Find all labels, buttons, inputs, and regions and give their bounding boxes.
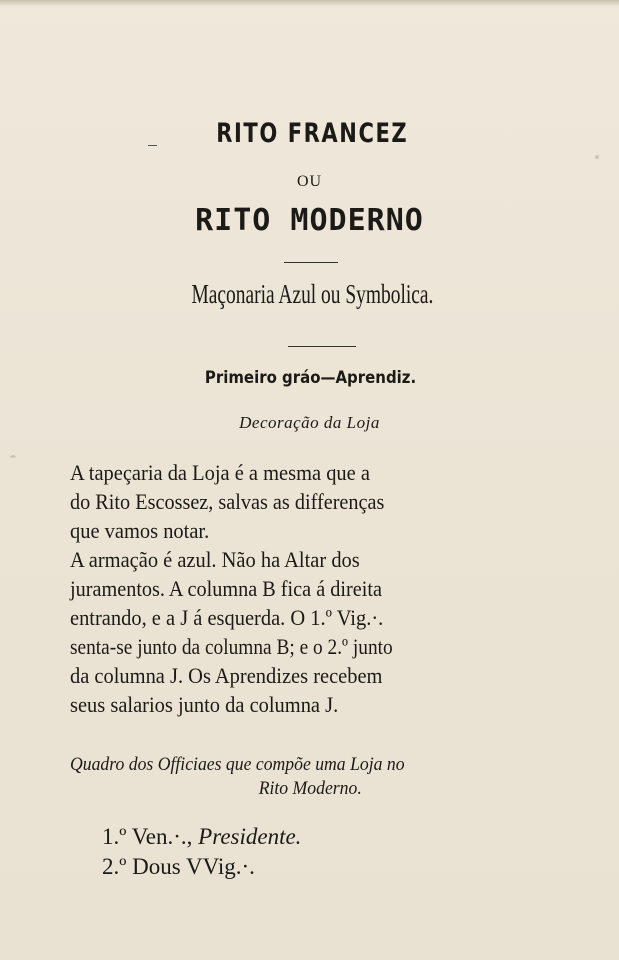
divider-rule [284,262,338,263]
stain-mark [10,455,16,458]
body-line: A armação é azul. Não ha Altar dos [70,547,360,572]
section-heading: Decoração da Loja [239,413,380,432]
officer-name: Ven.·., [131,824,193,849]
divider-rule [288,346,356,347]
body-paragraphs [70,458,570,719]
officer-name: Dous VVig.·. [132,854,255,879]
officer-item [102,824,301,850]
body-line: juramentos. A columna B fica á direita [70,576,382,601]
page-top-edge [0,0,619,6]
body-line: seus salarios junto da columna J. [70,692,339,717]
officer-number: 2.º [102,854,127,879]
conjunction-text: OU [296,173,323,190]
masonry-heading: Maçonaria Azul ou Symbolica. [191,279,434,309]
body-line: senta-se junto da columna B; e o 2.º junto [70,634,393,659]
body-line: do Rito Escossez, salvas as differenças [70,489,385,514]
stain-mark [595,155,599,159]
body-line: da columna J. Os Aprendizes recebem [70,663,383,688]
table-caption-continued: Rito Moderno. [258,778,362,799]
body-line: que vamos notar. [70,518,210,543]
officer-role: Presidente. [198,824,302,849]
page-title: RITO FRANCEZ [216,118,409,149]
body-line: A tapeçaria da Loja é a mesma que a [70,460,370,485]
officer-item [102,854,255,880]
page-subtitle: RITO MODERNO [195,203,424,238]
officer-number: 1.º [102,824,127,849]
body-line: entrando, e a J á esquerda. O 1.º Vig.·. [70,605,384,630]
grade-heading: Primeiro gráo—Aprendiz. [204,368,417,388]
table-caption: Quadro dos Officiaes que compõe uma Loja no [70,754,405,775]
